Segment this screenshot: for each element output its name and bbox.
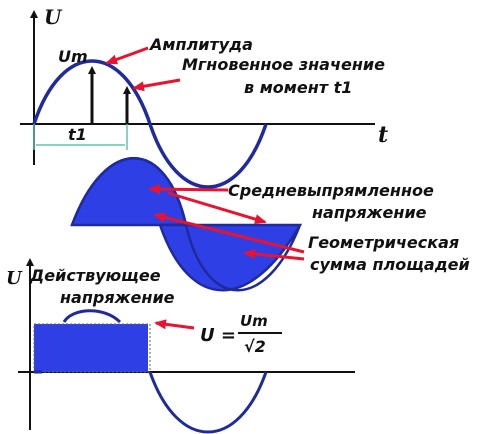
- t1-label: t1: [68, 125, 87, 144]
- geometric-label-line1: Геометрическая: [308, 233, 460, 252]
- instant-arrow: [134, 80, 180, 88]
- geometric-label-line2: сумма площадей: [310, 255, 470, 274]
- peak-label: Um: [58, 47, 88, 66]
- formula-denominator: √2: [244, 337, 266, 356]
- rectified-label-line2: напряжение: [312, 203, 427, 222]
- rectified-arrow-1: [150, 189, 228, 190]
- bottom-graph: [6, 262, 355, 432]
- top-graph: [20, 5, 388, 187]
- bottom-y-axis-label: U: [6, 268, 22, 289]
- formula-arrow: [156, 323, 194, 328]
- top-x-axis-label: t: [378, 122, 389, 148]
- instant-label-line1: Мгновенное значение: [182, 55, 385, 74]
- effective-label-line1: Действующее: [30, 266, 161, 285]
- amplitude-arrow: [107, 48, 148, 63]
- instant-label-line2: в момент t1: [244, 78, 353, 97]
- top-y-axis-label: U: [44, 5, 62, 29]
- formula-numerator: Um: [240, 312, 268, 330]
- formula-lhs: U =: [200, 325, 236, 346]
- rectified-label-line1: Средневыпрямленное: [228, 181, 434, 200]
- effective-voltage-area: [34, 324, 148, 372]
- effective-label-line2: напряжение: [60, 288, 175, 307]
- amplitude-label: Амплитуда: [150, 35, 253, 54]
